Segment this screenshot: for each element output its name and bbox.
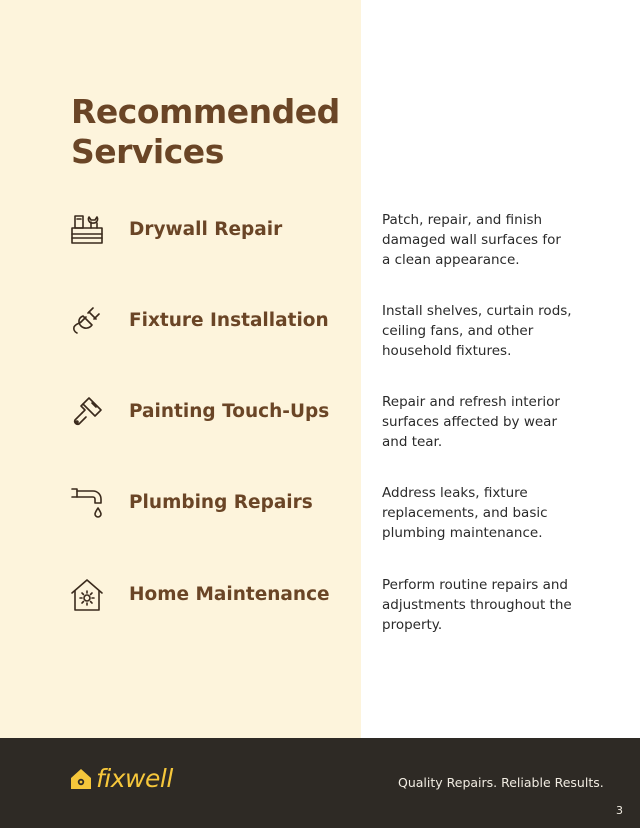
page-number: 3 bbox=[616, 804, 623, 817]
service-description: Patch, repair, and finish damaged wall surfaces for a clean appearance. bbox=[382, 212, 561, 268]
paintbrush-icon bbox=[69, 394, 105, 430]
service-row-fixture-installation bbox=[0, 303, 640, 383]
house-gear-logo-icon bbox=[70, 768, 92, 790]
faucet-icon bbox=[69, 485, 105, 521]
service-name: Drywall Repair bbox=[129, 219, 283, 240]
logo-text: fixwell bbox=[96, 764, 173, 793]
service-row-plumbing-repairs bbox=[0, 485, 640, 565]
service-name: Plumbing Repairs bbox=[129, 492, 313, 513]
service-row-painting-touch-ups bbox=[0, 394, 640, 474]
service-description: Address leaks, fixture replacements, and basic plumbing maintenance. bbox=[382, 485, 548, 541]
service-name: Fixture Installation bbox=[129, 310, 329, 331]
toolbox-icon bbox=[69, 212, 105, 248]
page-title-text: Recommended Services bbox=[71, 92, 340, 171]
service-name: Home Maintenance bbox=[129, 584, 330, 605]
house-gear-icon bbox=[69, 577, 105, 613]
service-description: Install shelves, curtain rods, ceiling fans, and other household fixtures. bbox=[382, 303, 572, 359]
page-title bbox=[71, 92, 340, 172]
fixwell-logo bbox=[70, 765, 173, 793]
service-description: Perform routine repairs and adjustments throughout the property. bbox=[382, 577, 572, 633]
service-name: Painting Touch-Ups bbox=[129, 401, 330, 422]
service-row-home-maintenance bbox=[0, 577, 640, 657]
plug-icon bbox=[69, 303, 105, 339]
footer-tagline: Quality Repairs. Reliable Results. bbox=[398, 775, 604, 790]
service-description: Repair and refresh interior surfaces affected by wear and tear. bbox=[382, 394, 560, 450]
service-row-drywall-repair bbox=[0, 212, 640, 292]
footer bbox=[0, 738, 640, 828]
